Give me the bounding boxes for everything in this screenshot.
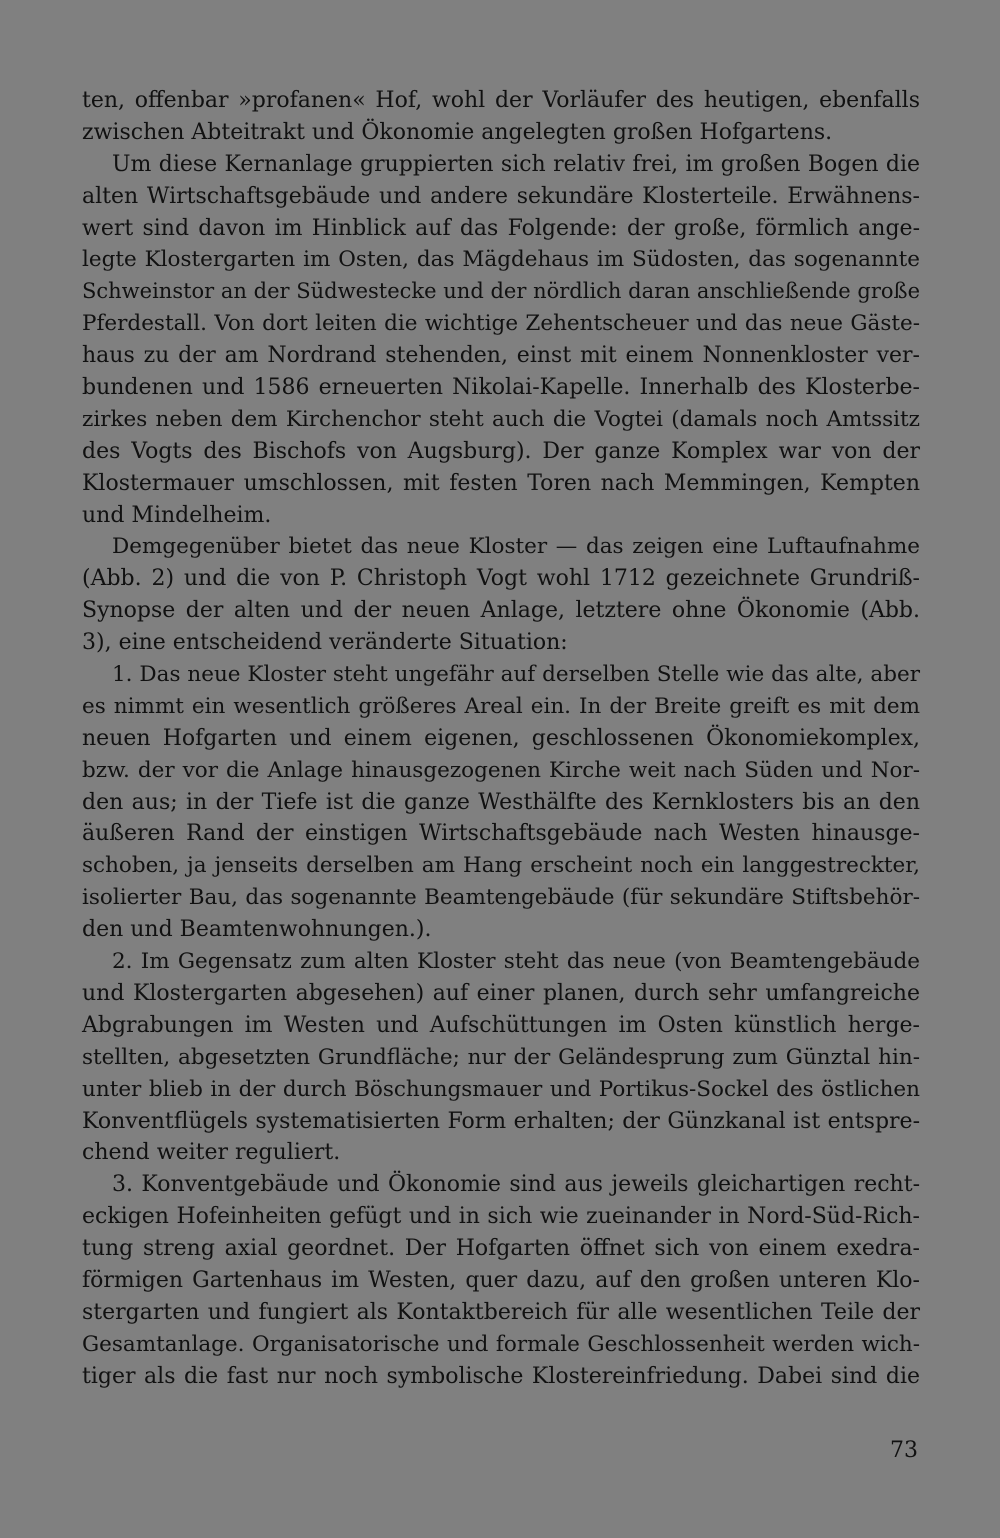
text-line: tiger als die fast nur noch symbolische Klostereinfriedung. Dabei sind die	[82, 1363, 920, 1389]
text-line: stellten, abgesetzten Grundfläche; nur der Geländesprung zum Günztal hin-	[82, 1044, 920, 1070]
text-line: Schweinstor an der Südwestecke und der nördlich daran anschließende große	[82, 279, 920, 304]
text-line: unter blieb in der durch Böschungsmauer und Portikus-Sockel des östlichen	[82, 1076, 920, 1102]
text-line: Abgrabungen im Westen und Aufschüttungen im Osten künstlich herge-	[82, 1012, 920, 1038]
text-line: Konventflügels systematisierten Form erhalten; der Günzkanal ist entspre-	[82, 1108, 920, 1134]
text-line: und Mindelheim.	[82, 502, 272, 528]
text-line: Synopse der alten und der neuen Anlage, letztere ohne Ökonomie (Abb.	[82, 598, 920, 624]
text-line: 3), eine entscheidend veränderte Situation:	[82, 630, 568, 656]
text-line: den und Beamtenwohnungen.).	[82, 917, 432, 943]
text-line: alten Wirtschaftsgebäude und andere sekundäre Klosterteile. Erwähnens-	[82, 183, 920, 209]
text-line: bzw. der vor die Anlage hinausgezogenen Kirche weit nach Süden und Nor-	[82, 757, 920, 783]
text-line: tung streng axial geordnet. Der Hofgarten öffnet sich von einem exedra-	[82, 1236, 920, 1262]
text-line: Demgegenüber bietet das neue Kloster — das zeigen eine Luftaufnahme	[112, 534, 920, 560]
text-line: Um diese Kernanlage gruppierten sich relativ frei, im großen Bogen die	[112, 151, 920, 177]
text-line: 2. Im Gegensatz zum alten Kloster steht das neue (von Beamtengebäude	[112, 949, 920, 975]
text-line: isolierter Bau, das sogenannte Beamtengebäude (für sekundäre Stiftsbehör-	[82, 885, 920, 911]
text-line: stergarten und fungiert als Kontaktbereich für alle wesentlichen Teile der	[82, 1299, 920, 1325]
text-line: und Klostergarten abgesehen) auf einer planen, durch sehr umfangreiche	[82, 980, 920, 1006]
text-line: Klostermauer umschlossen, mit festen Toren nach Memmingen, Kempten	[82, 470, 920, 496]
text-line: förmigen Gartenhaus im Westen, quer dazu, auf den großen unteren Klo-	[82, 1267, 920, 1293]
text-line: zirkes neben dem Kirchenchor steht auch die Vogtei (damals noch Amtssitz	[82, 406, 920, 432]
text-line: äußeren Rand der einstigen Wirtschaftsgebäude nach Westen hinausge-	[82, 821, 920, 847]
text-line: es nimmt ein wesentlich größeres Areal ein. In der Breite greift es mit dem	[82, 693, 920, 719]
text-line: des Vogts des Bischofs von Augsburg). Der ganze Komplex war von der	[82, 438, 920, 464]
page-number: 73	[890, 1438, 918, 1463]
text-line: chend weiter reguliert.	[82, 1140, 341, 1166]
text-line: 1. Das neue Kloster steht ungefähr auf derselben Stelle wie das alte, aber	[112, 662, 920, 688]
text-line: neuen Hofgarten und einem eigenen, geschlossenen Ökonomiekomplex,	[82, 725, 920, 751]
text-line: haus zu der am Nordrand stehenden, einst mit einem Nonnenkloster ver-	[82, 343, 920, 369]
text-line: wert sind davon im Hinblick auf das Folgende: der große, förmlich ange-	[82, 215, 920, 241]
text-line: Gesamtanlage. Organisatorische und formale Geschlossenheit werden wich-	[82, 1331, 920, 1357]
text-line: (Abb. 2) und die von P. Christoph Vogt wohl 1712 gezeichnete Grundriß-	[82, 566, 920, 592]
text-line: zwischen Abteitrakt und Ökonomie angelegten großen Hofgartens.	[82, 119, 833, 145]
text-line: 3. Konventgebäude und Ökonomie sind aus jeweils gleichartigen recht-	[112, 1172, 920, 1198]
text-line: bundenen und 1586 erneuerten Nikolai-Kapelle. Innerhalb des Klosterbe-	[82, 375, 920, 401]
text-line: schoben, ja jenseits derselben am Hang erscheint noch ein langgestreckter,	[82, 853, 920, 879]
text-line: Pferdestall. Von dort leiten die wichtige Zehentscheuer und das neue Gäste-	[82, 311, 920, 337]
body-text	[82, 85, 920, 1393]
text-line: ten, offenbar »profanen« Hof, wohl der Vorläufer des heutigen, ebenfalls	[82, 88, 920, 113]
text-line: eckigen Hofeinheiten gefügt und in sich wie zueinander in Nord-Süd-Rich-	[82, 1204, 920, 1230]
text-line: legte Klostergarten im Osten, das Mägdehaus im Südosten, das sogenannte	[82, 247, 920, 273]
text-line: den aus; in der Tiefe ist die ganze Westhälfte des Kernklosters bis an den	[82, 789, 920, 815]
